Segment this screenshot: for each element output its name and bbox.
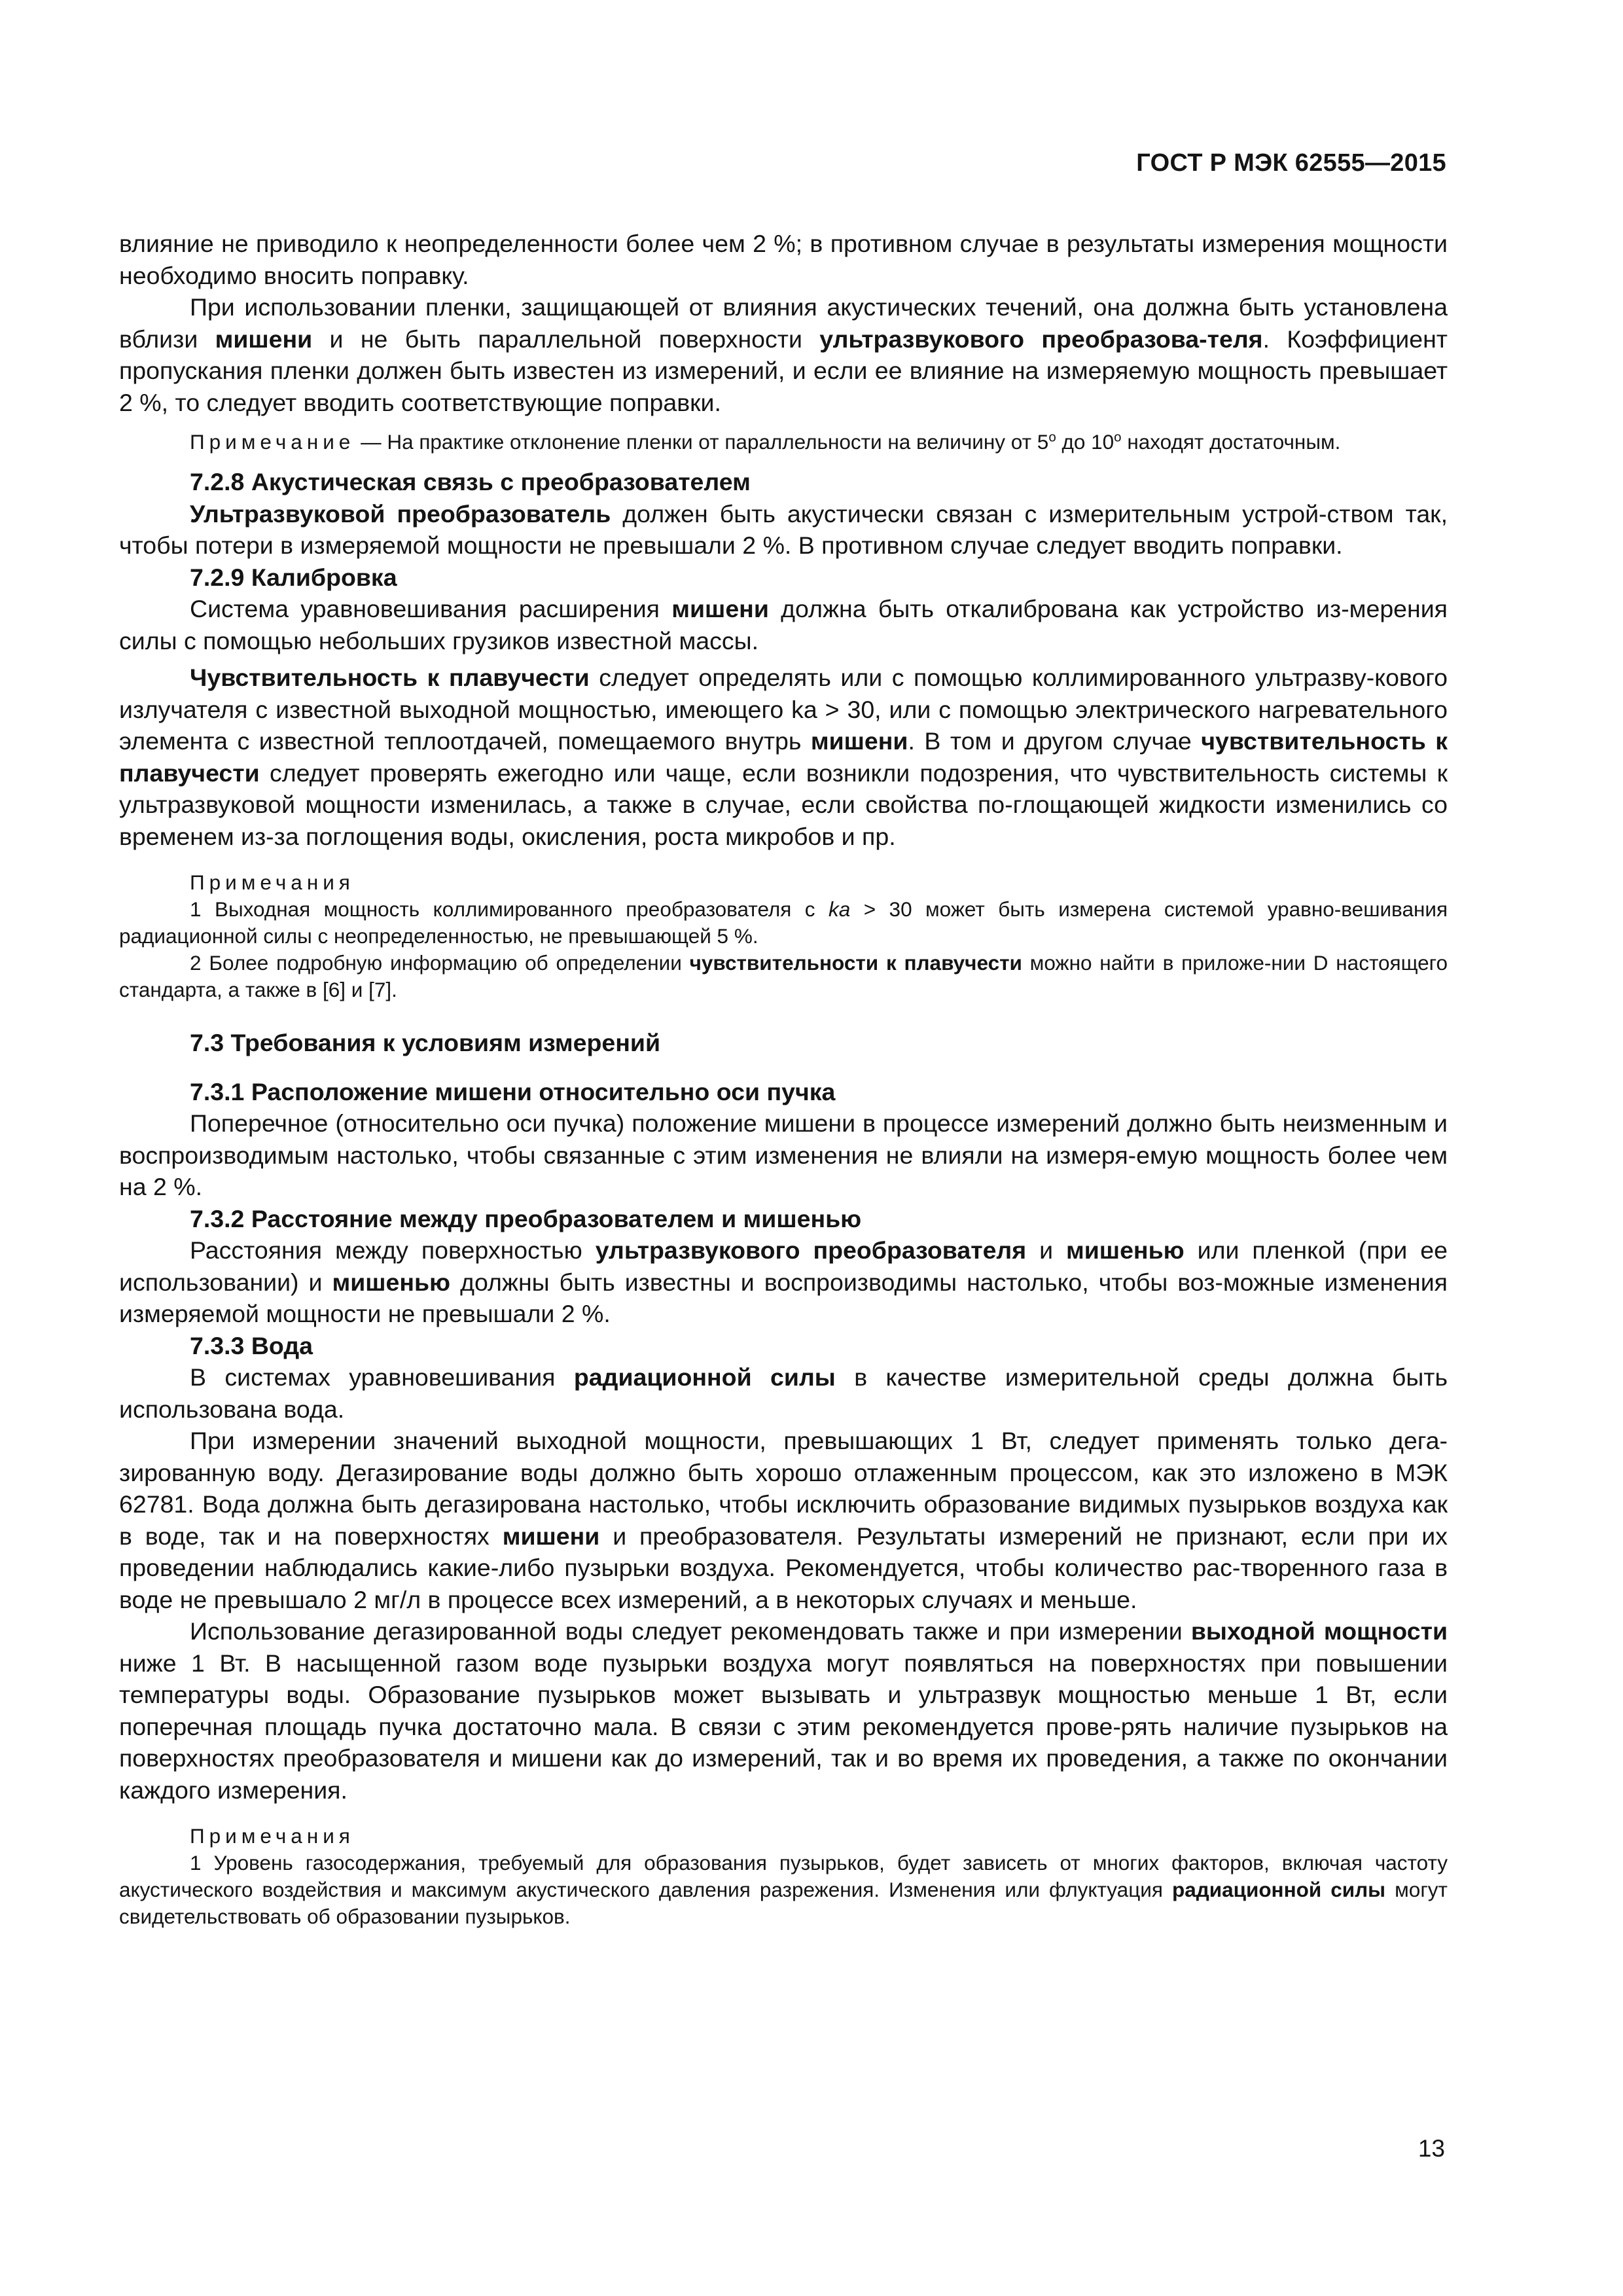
- text-run: ka: [829, 897, 851, 921]
- text-run: следует определять или с помощью коллимированного ультразву-кового излучателя с известной выходной мощностью, имеющего ka > 30, или с помощью электрического нагревательного элемента с известной теплоотдачей, помещаемого внутрь: [119, 664, 1448, 755]
- text-run: o: [1114, 429, 1122, 445]
- text-run: > 30 может быть измерена системой уравно-вешивания радиационной силы с неопределенностью, не превышающей 5 %.: [119, 897, 1448, 948]
- note-paragraph: [119, 869, 1448, 896]
- note-paragraph: [119, 429, 1448, 456]
- section-heading: 7.3 Требования к условиям измерений: [190, 1029, 661, 1056]
- bold-term: радиационной силы: [1171, 1878, 1386, 1901]
- note-paragraph: [119, 1850, 1448, 1930]
- bold-term: мишени: [502, 1522, 600, 1550]
- spacer: [119, 418, 1448, 429]
- bold-term: ультразвукового преобразователя: [595, 1236, 1027, 1264]
- bold-term: мишени: [671, 595, 769, 622]
- bold-term: чувствительности к плавучести: [689, 951, 1022, 975]
- text-run: . Коэффициент пропускания пленки должен быть известен из измерений, и если ее влияние на измеряемую мощность превышает 2 %, то следует вводить соответствующие поправки.: [119, 325, 1448, 416]
- text-run: находят достаточным.: [1121, 430, 1341, 454]
- text-run: должна быть откалибрована как устройство из-мерения силы с помощью небольших грузиков известной массы.: [119, 595, 1448, 655]
- text-run: или пленкой (при ее использовании) и: [119, 1236, 1448, 1296]
- page-number: 13: [1418, 2135, 1445, 2162]
- body-paragraph: [119, 228, 1448, 291]
- bold-term: мишени: [810, 727, 908, 755]
- note-paragraph: [119, 1823, 1448, 1850]
- body-paragraph: [119, 1107, 1448, 1203]
- note-paragraph: [119, 950, 1448, 1003]
- body-paragraph: [119, 1361, 1448, 1425]
- section-heading: 7.3.1 Расположение мишени относительно оси пучка: [190, 1077, 836, 1105]
- note-paragraph: [119, 896, 1448, 950]
- note-label: Примечание: [190, 430, 355, 454]
- text-run: . В том и другом случае: [908, 727, 1202, 755]
- bold-term: ультразвукового преобразова-теля: [819, 325, 1263, 353]
- text-run: в качестве измерительной среды должна быть использована вода.: [119, 1363, 1448, 1423]
- text-run: 2 Более подробную информацию об определении: [190, 951, 690, 975]
- body-paragraph: [119, 1234, 1448, 1330]
- text-run: При измерении значений выходной мощности, превышающих 1 Вт, следует применять только дега-зированную воду. Дегазирование воды должно быть хорошо отлаженным процессом, как это изложено в МЭК 62781. Вода должна быть дегазирована настолько, чтобы исключить образование видимых пузырьков воздуха как в воде, так и на поверхностях: [119, 1427, 1448, 1550]
- text-run: влияние не приводило к неопределенности более чем 2 %; в противном случае в результаты измерения мощности необходимо вносить поправку.: [119, 230, 1448, 289]
- body-paragraph: [119, 498, 1448, 562]
- bold-term: Ультразвуковой преобразователь: [190, 499, 611, 528]
- text-run: — На практике отклонение пленки от параллельности на величину от 5: [355, 430, 1049, 454]
- text-run: и не быть параллельной поверхности: [312, 325, 820, 353]
- text-run: должны быть известны и воспроизводимы настолько, чтобы воз-можные изменения измеряемой мощности не превышали 2 %.: [119, 1268, 1448, 1327]
- text-run: до 10: [1056, 430, 1115, 454]
- text-run: Расстояния между поверхностью: [190, 1236, 596, 1264]
- text-run: ниже 1 Вт. В насыщенной газом воде пузырьки воздуха могут появляться на поверхностях при повышении температуры воды. Образование пузырьков может вызывать и ультразвук мощностью меньше 1 Вт, если поперечная площадь пучка достаточно мала. В связи с этим рекомендуется прове-рять наличие пузырьков на поверхностях преобразователя и мишени как до измерений, так и во время их проведения, а также по окончании каждого измерения.: [119, 1649, 1448, 1804]
- body-paragraph: [119, 662, 1448, 852]
- body-paragraph: [119, 1425, 1448, 1615]
- document-body: [119, 228, 1448, 1930]
- text-run: Использование дегазированной воды следует рекомендовать также и при измерении: [190, 1617, 1191, 1645]
- text-run: и: [1026, 1236, 1067, 1264]
- text-run: Система уравновешивания расширения: [190, 595, 672, 622]
- text-run: можно найти в приложе-нии D настоящего стандарта, а также в [6] и [7].: [119, 951, 1448, 1001]
- text-run: Поперечное (относительно оси пучка) положение мишени в процессе измерений должно быть неизменным и воспроизводимым настолько, чтобы связанные с этим изменения не влияли на измеря-емую мощность более чем на 2 %.: [119, 1109, 1448, 1200]
- bold-term: Чувствительность к плавучести: [190, 664, 590, 691]
- spacer: [119, 1059, 1448, 1076]
- bold-term: мишени: [215, 325, 313, 353]
- spacer: [119, 1806, 1448, 1823]
- text-run: В системах уравновешивания: [190, 1363, 574, 1391]
- document-code: ГОСТ Р МЭК 62555—2015: [1136, 149, 1446, 177]
- bold-term: мишенью: [1066, 1236, 1185, 1264]
- bold-term: мишенью: [332, 1268, 451, 1296]
- text-run: 1 Выходная мощность коллимированного преобразователя с: [190, 897, 829, 921]
- text-run: и преобразователя. Результаты измерений не признают, если при их проведении наблюдались какие-либо пузырьки воздуха. Рекомендуется, чтобы количество рас-творенного газа в воде не превышало 2 мг/л в процессе всех измерений, а в некоторых случаях и меньше.: [119, 1522, 1448, 1613]
- bold-term: чувствительность к плавучести: [119, 727, 1448, 787]
- text-run: должен быть акустически связан с измерительным устрой-ством так, чтобы потери в измеряемой мощности не превышали 2 %. В противном случае следует вводить поправки.: [119, 499, 1448, 559]
- body-paragraph: [119, 1615, 1448, 1806]
- spacer: [119, 656, 1448, 662]
- section-heading: 7.2.8 Акустическая связь с преобразователем: [190, 468, 751, 495]
- text-run: могут свидетельствовать об образовании пузырьков.: [119, 1878, 1448, 1928]
- note-label: Примечания: [190, 870, 355, 894]
- bold-term: выходной мощности: [1190, 1617, 1448, 1645]
- bold-term: радиационной силы: [573, 1363, 836, 1391]
- text-run: следует проверять ежегодно или чаще, если возникли подозрения, что чувствительность системы к ультразвуковой мощности изменилась, а также в случае, если свойства по-глощающей жидкости изменились со временем из-за поглощения воды, окисления, роста микробов и пр.: [119, 759, 1448, 850]
- body-paragraph: [119, 291, 1448, 418]
- text-run: При использовании пленки, защищающей от влияния акустических течений, она должна быть установлена вблизи: [119, 293, 1448, 353]
- section-heading: 7.3.3 Вода: [190, 1331, 313, 1359]
- section-heading: 7.3.2 Расстояние между преобразователем и мишенью: [190, 1204, 862, 1232]
- note-label: Примечания: [190, 1824, 355, 1848]
- text-run: o: [1048, 429, 1056, 445]
- text-run: 1 Уровень газосодержания, требуемый для образования пузырьков, будет зависеть от многих факторов, включая частоту акустического воздействия и максимум акустического давления разрежения. Изменения или флуктуация: [119, 1851, 1448, 1901]
- spacer: [119, 1003, 1448, 1027]
- spacer: [119, 456, 1448, 466]
- spacer: [119, 852, 1448, 869]
- body-paragraph: [119, 593, 1448, 656]
- section-heading: 7.2.9 Калибровка: [190, 563, 397, 591]
